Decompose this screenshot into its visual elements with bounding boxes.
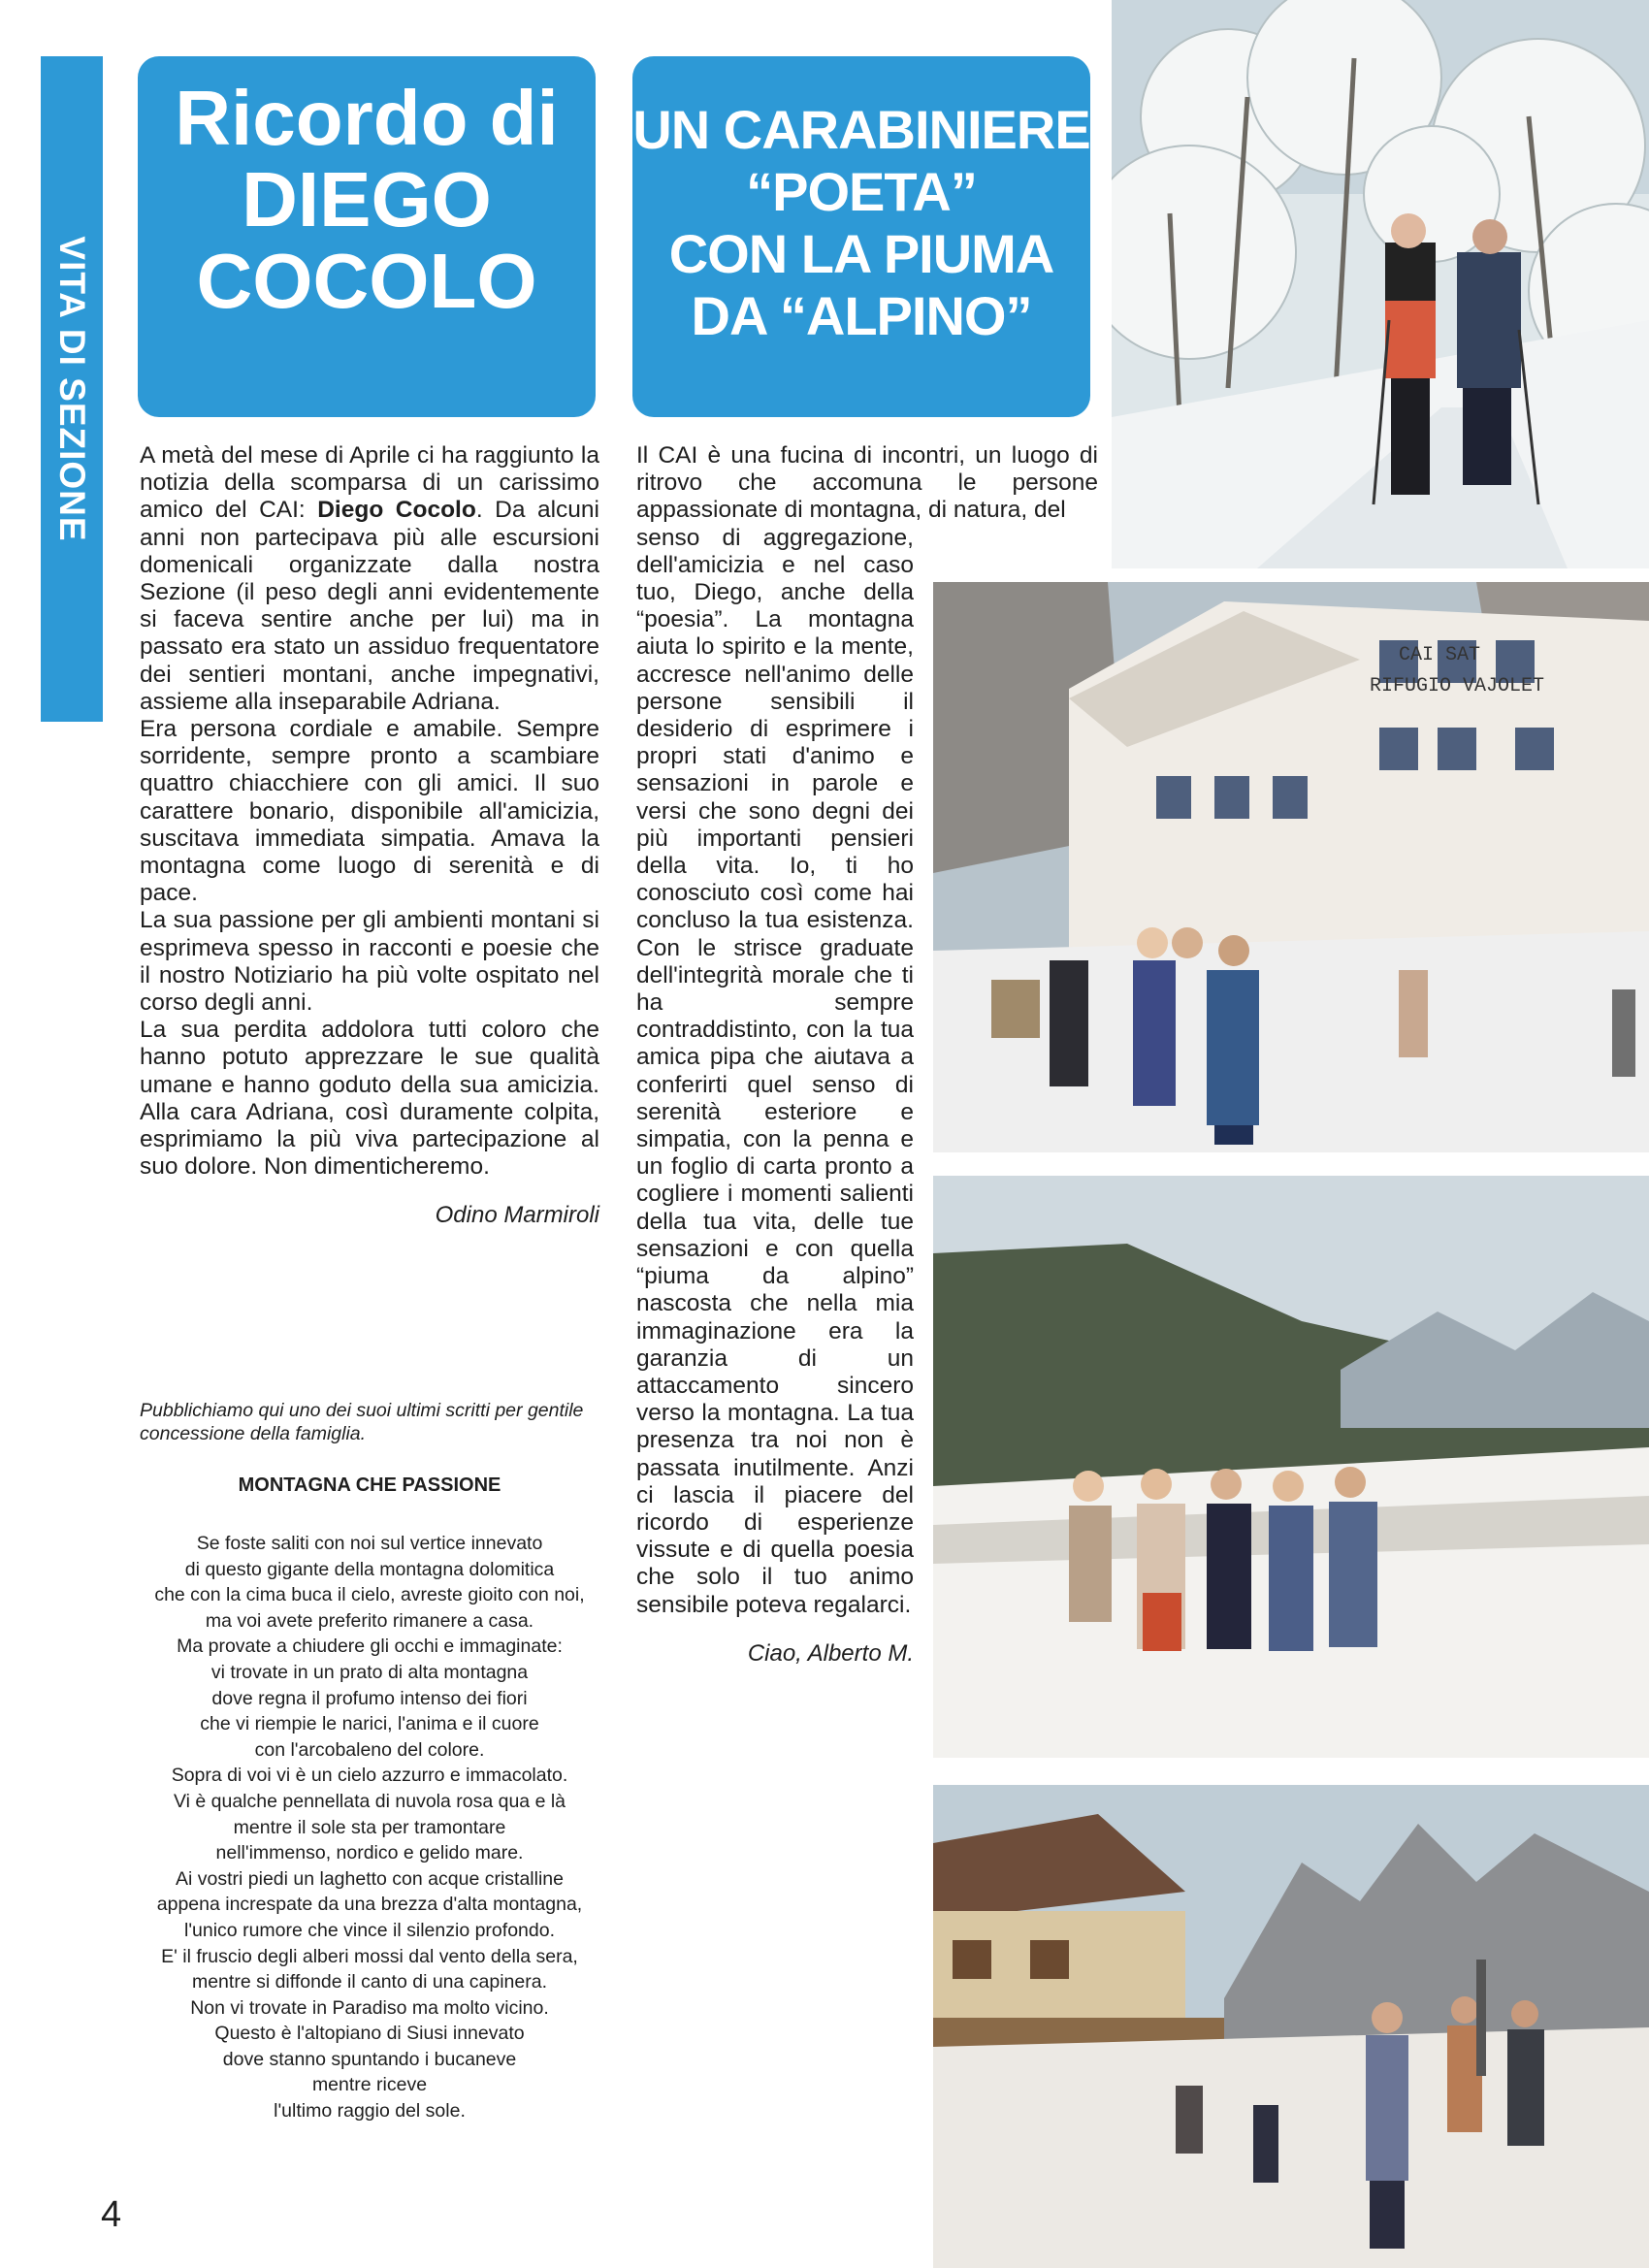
title-line: DA “ALPINO” — [691, 285, 1032, 346]
poem-line: appena increspate da una brezza d'alta montagna, — [156, 1894, 583, 1916]
title-line: CON LA PIUMA — [668, 223, 1054, 284]
poem-line: Sopra di voi vi è un cielo azzurro e immacolato. — [171, 1765, 568, 1787]
poem-line: con l'arcobaleno del colore. — [254, 1738, 485, 1761]
right-author: Ciao, Alberto M. — [747, 1639, 914, 1667]
title-line: “POETA” — [746, 161, 977, 222]
right-article-title — [632, 56, 1090, 417]
poem — [140, 1531, 599, 2124]
poem-line: Ai vostri piedi un laghetto con acque cristalline — [176, 1867, 564, 1890]
left-article-body — [140, 442, 599, 1230]
snowy-forest-photo — [1112, 0, 1649, 568]
poem-line: Non vi trovate in Paradiso ma molto vicino. — [190, 1996, 549, 2019]
paragraph-body: senso di aggregazione, dell'amicizia e nel caso tuo, Diego, anche della “poesia”. La montagna aiuta lo spirito e la mente, accresce nell'animo delle persone sensibili il desiderio di esprimere i propri stati d'animo e sensazioni in parole e versi che sono degni dei più importanti pensieri della vita. Io, ti ho conosciuto così come hai concluso la tua esistenza. Con le strisce graduate dell'integrità morale che ti ha sempre contraddistinto, con la tua amica pipa che aiutava a conferirti quel senso di serenità esteriore e simpatia, con la penna e un foglio di carta pronto a cogliere i momenti salienti della tua vita, delle tue sensazioni e con quella “piuma da alpino” nascosta che nella mia immaginazione era la garanzia di un attaccamento sincero verso la montagna. La tua presenza tra noi non è passata inutilmente. Anzi ci lascia il piacere del ricordo di esperienze vissute e di quella poesia che solo il tuo animo sensibile poteva regalarci. — [636, 524, 914, 1618]
poem-line: Vi è qualche pennellata di nuvola rosa qua e là — [173, 1790, 566, 1812]
rifugio-sign-line: CAI SAT — [1399, 644, 1481, 666]
group-meadow-photo — [933, 1176, 1649, 1758]
page-number: 4 — [101, 2194, 122, 2235]
poem-line: vi trovate in un prato di alta montagna — [210, 1661, 529, 1683]
poem-line: l'unico rumore che vince il silenzio profondo. — [183, 1919, 555, 1941]
poem-line: di questo gigante della montagna dolomitica — [184, 1558, 555, 1580]
poem-title: MONTAGNA CHE PASSIONE — [238, 1474, 501, 1496]
poem-line: Questo è l'altopiano di Siusi innevato — [214, 2023, 525, 2045]
poem-line: mentre il sole sta per tramontare — [233, 1816, 506, 1838]
title-line: Ricordo di — [175, 75, 559, 161]
title-line: DIEGO — [242, 156, 492, 243]
section-tab — [41, 56, 103, 722]
paragraph: La sua perdita addolora tutti coloro che hanno potuto apprezzare le sue qualità umane e hanno goduto della sua amicizia. Alla cara Adriana, così duramente colpita, esprimiamo la più viva partecipazione al suo dolore. Non dimenticheremo. — [140, 1017, 599, 1181]
bold-name: Diego Cocolo — [317, 497, 476, 524]
poem-line: E' il fruscio degli alberi mossi dal vento della sera, — [161, 1945, 578, 1967]
poem-line: Ma provate a chiudere gli occhi e immaginate: — [177, 1636, 563, 1658]
title-line: COCOLO — [196, 238, 537, 324]
poem-line: Se foste saliti con noi sul vertice innevato — [196, 1533, 543, 1554]
poem-line: mentre riceve — [311, 2074, 428, 2096]
rifugio-sign-line: RIFUGIO VAJOLET — [1370, 675, 1545, 697]
poem-line: mentre si diffonde il canto di una capinera. — [191, 1971, 548, 1993]
left-article-title — [138, 56, 596, 417]
poem-line: che con la cima buca il cielo, avreste gioito con noi, — [154, 1584, 585, 1606]
poem-line: l'ultimo raggio del sole. — [274, 2100, 466, 2122]
title-line: UN CARABINIERE — [632, 99, 1090, 160]
paragraph: La sua passione per gli ambienti montani si esprimeva spesso in racconti e poesie che il nostro Notiziario ha più volte ospitato nel corso degli anni. — [140, 907, 599, 1017]
section-label: VITA DI SEZIONE — [52, 236, 92, 542]
poem-line: che vi riempie le narici, l'anima e il cuore — [200, 1713, 539, 1735]
rifugio-photo — [933, 582, 1649, 1152]
paragraph-intro: Il CAI è una fucina di incontri, un luogo di ritrovo che accomuna le persone appassionate di montagna, di natura, del — [636, 442, 1098, 524]
poem-line: dove stanno spuntando i bucaneve — [222, 2048, 517, 2070]
paragraph: Era persona cordiale e amabile. Sempre sorridente, sempre pronto a scambiare quattro chiacchiere con gli amici. Il suo carattere bonario, disponibile all'amicizia, suscitava immediata simpatia. Amava la montagna come luogo di serenità e di pace. — [140, 716, 599, 907]
right-article-body — [636, 442, 1098, 1668]
poem-line: ma voi avete preferito rimanere a casa. — [205, 1609, 534, 1632]
poem-line: dove regna il profumo intenso dei fiori — [211, 1687, 528, 1709]
mountain-hut-photo — [933, 1785, 1649, 2268]
poem-line: nell'immenso, nordico e gelido mare. — [215, 1842, 524, 1864]
left-author: Odino Marmiroli — [435, 1202, 599, 1229]
paragraph: A metà del mese di Aprile ci ha raggiunto la notizia della scomparsa di un carissimo amico del CAI: Diego Cocolo. Da alcuni anni non partecipava più alle escursioni domenicali organizzate dalla nostra Sezione (il peso degli anni evidentemente si faceva sentire anche per lui) ma in passato era stato un assiduo frequentatore dei sentieri montani, anche impegnativi, assieme alla inseparabile Adriana. — [140, 442, 599, 715]
poem-intro-note: Pubblichiamo qui uno dei suoi ultimi scritti per gentile concessione della famiglia. — [140, 1400, 584, 1444]
